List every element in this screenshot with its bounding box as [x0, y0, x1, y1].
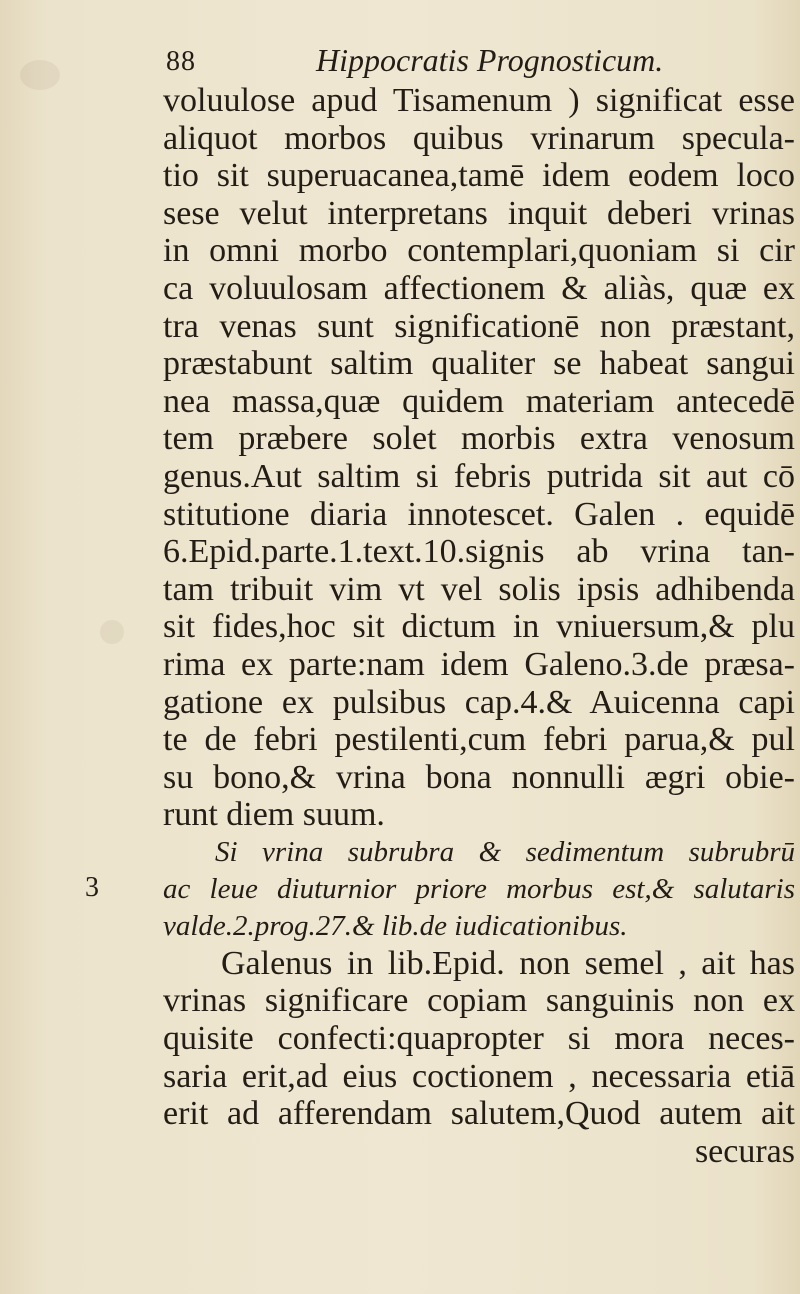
text-line: voluulose apud Tisamenum ) significat esse: [163, 82, 795, 119]
text-line: sit fides,hoc sit dictum in vniuersum,& plu: [163, 608, 795, 646]
paragraph-1: [163, 82, 795, 834]
text-line: rima ex parte:nam idem Galeno.3.de præsa-: [163, 645, 795, 683]
quote-line: Si vrina subrubra & sedimentum subrubrū: [215, 835, 795, 868]
text-line: gatione ex pulsibus cap.4.& Auicenna capi: [163, 683, 795, 721]
text-line: erit ad afferendam salutem,Quod autem ait: [163, 1095, 795, 1133]
text-line: saria erit,ad eius coctionem , necessaria etiā: [163, 1057, 795, 1095]
text-line: tio sit superuacanea,tamē idem eodem loco: [163, 157, 795, 195]
text-line: Galenus in lib.Epid. non semel , ait has: [221, 944, 795, 982]
quoted-aphorism: [163, 834, 795, 945]
running-title: Hippocratis Prognosticum.: [316, 42, 664, 78]
text-line: stitutione diaria innotescet. Galen . equidē: [163, 495, 795, 533]
text-line: sese velut interpretans inquit deberi vrinas: [163, 194, 795, 232]
text-line: ca voluulosam affectionem & aliàs, quæ ex: [163, 269, 795, 307]
text-line: tem præbere solet morbis extra venosum: [163, 420, 795, 458]
margin-note: 3: [85, 872, 99, 903]
text-line: te de febri pestilenti,cum febri parua,& pul: [163, 721, 795, 759]
text-line: præstabunt saltim qualiter se habeat sangui: [163, 345, 795, 383]
text-line: quisite confecti:quapropter si mora neces-: [163, 1020, 795, 1058]
page-stain: [100, 620, 124, 644]
text-line: nea massa,quæ quidem materiam antecedē: [163, 382, 795, 420]
text-line: 6.Epid.parte.1.text.10.signis ab vrina tan-: [163, 533, 795, 571]
page-stain: [20, 60, 60, 90]
quote-line: valde.2.prog.27.& lib.de iudicationibus.: [163, 909, 628, 942]
text-line: vrinas significare copiam sanguinis non ex: [163, 982, 795, 1020]
text-line: genus.Aut saltim si febris putrida sit aut cō: [163, 457, 795, 495]
main-text: [163, 82, 795, 1170]
text-line: aliquot morbos quibus vrinarum specula-: [163, 119, 795, 157]
catchword: securas: [694, 1132, 795, 1170]
text-line: runt diem suum.: [163, 796, 385, 834]
page-number: 88: [166, 46, 196, 77]
text-line: tam tribuit vim vt vel solis ipsis adhibenda: [163, 570, 795, 608]
paragraph-2: [163, 945, 795, 1133]
text-line: su bono,& vrina bona nonnulli ægri obie-: [163, 758, 795, 796]
text-line: in omni morbo contemplari,quoniam si cir: [163, 232, 795, 270]
quote-line: ac leue diuturnior priore morbus est,& salutaris: [163, 872, 795, 905]
text-line: tra venas sunt significationē non præstant,: [163, 307, 795, 345]
